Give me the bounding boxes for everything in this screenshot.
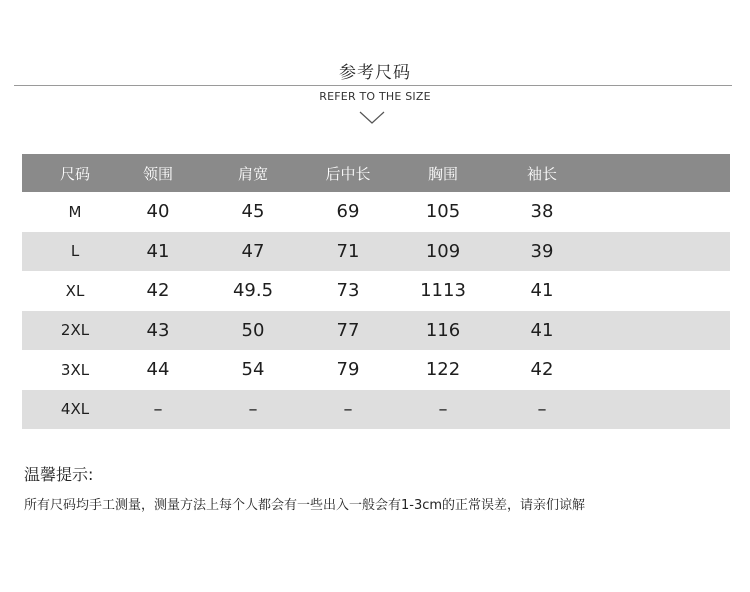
table-cell: 54: [241, 359, 265, 381]
table-cell: 41: [146, 240, 170, 262]
table-cell: M: [68, 202, 82, 221]
table-cell: 122: [425, 359, 461, 381]
table-cell: –: [438, 398, 448, 420]
table-cell: 3XL: [60, 360, 90, 379]
table-cell: 42: [530, 359, 554, 381]
page-subtitle: REFER TO THE SIZE: [319, 90, 431, 103]
column-header-collar: 领围: [142, 164, 173, 183]
table-cell: 50: [241, 319, 265, 341]
table-cell: 40: [146, 201, 170, 223]
table-row: [22, 350, 730, 390]
table-cell: –: [248, 398, 258, 420]
tips-text: 所有尺码均手工测量，测量方法上每个人都会有一些出入一般会有1-3cm的正常误差，请亲们谅解: [24, 498, 586, 513]
table-cell: 38: [530, 201, 554, 223]
table-cell: 71: [336, 240, 360, 262]
chevron-down-icon: [359, 111, 385, 125]
size-guide-header: [0, 0, 750, 140]
column-header-chest: 胸围: [427, 164, 458, 183]
table-cell: –: [153, 398, 163, 420]
table-row: [22, 271, 730, 311]
table-cell: 105: [425, 201, 461, 223]
table-row: [22, 192, 730, 232]
table-cell: –: [537, 398, 547, 420]
table-cell: 42: [146, 280, 170, 302]
table-cell: XL: [65, 281, 85, 300]
column-header-sleeve: 袖长: [526, 164, 557, 183]
title-divider: [14, 85, 732, 86]
column-header-shoulder: 肩宽: [237, 164, 268, 183]
table-cell: 77: [336, 319, 360, 341]
column-header-back-length: 后中长: [325, 164, 371, 183]
table-cell: 47: [241, 240, 265, 262]
table-cell: 79: [336, 359, 360, 381]
table-row: [22, 311, 730, 351]
table-cell: 43: [146, 319, 170, 341]
size-table: [22, 154, 730, 429]
table-cell: 45: [241, 201, 265, 223]
table-cell: 1113: [420, 280, 466, 302]
table-row: [22, 232, 730, 272]
page-title: 参考尺码: [339, 63, 411, 83]
table-header-row: [22, 154, 730, 192]
table-cell: 41: [530, 280, 554, 302]
table-cell: 41: [530, 319, 554, 341]
table-cell: 73: [336, 280, 360, 302]
table-cell: 49.5: [232, 280, 274, 302]
table-row: [22, 390, 730, 430]
table-cell: 44: [146, 359, 170, 381]
tips-heading: 温馨提示:: [24, 465, 94, 484]
table-cell: 2XL: [60, 321, 90, 340]
table-cell: –: [343, 398, 353, 420]
column-header-size: 尺码: [59, 164, 90, 183]
table-cell: 39: [530, 240, 554, 262]
table-cell: 109: [425, 240, 461, 262]
table-cell: 69: [336, 201, 360, 223]
table-cell: 4XL: [60, 400, 90, 419]
table-cell: 116: [425, 319, 461, 341]
table-cell: L: [70, 242, 80, 261]
